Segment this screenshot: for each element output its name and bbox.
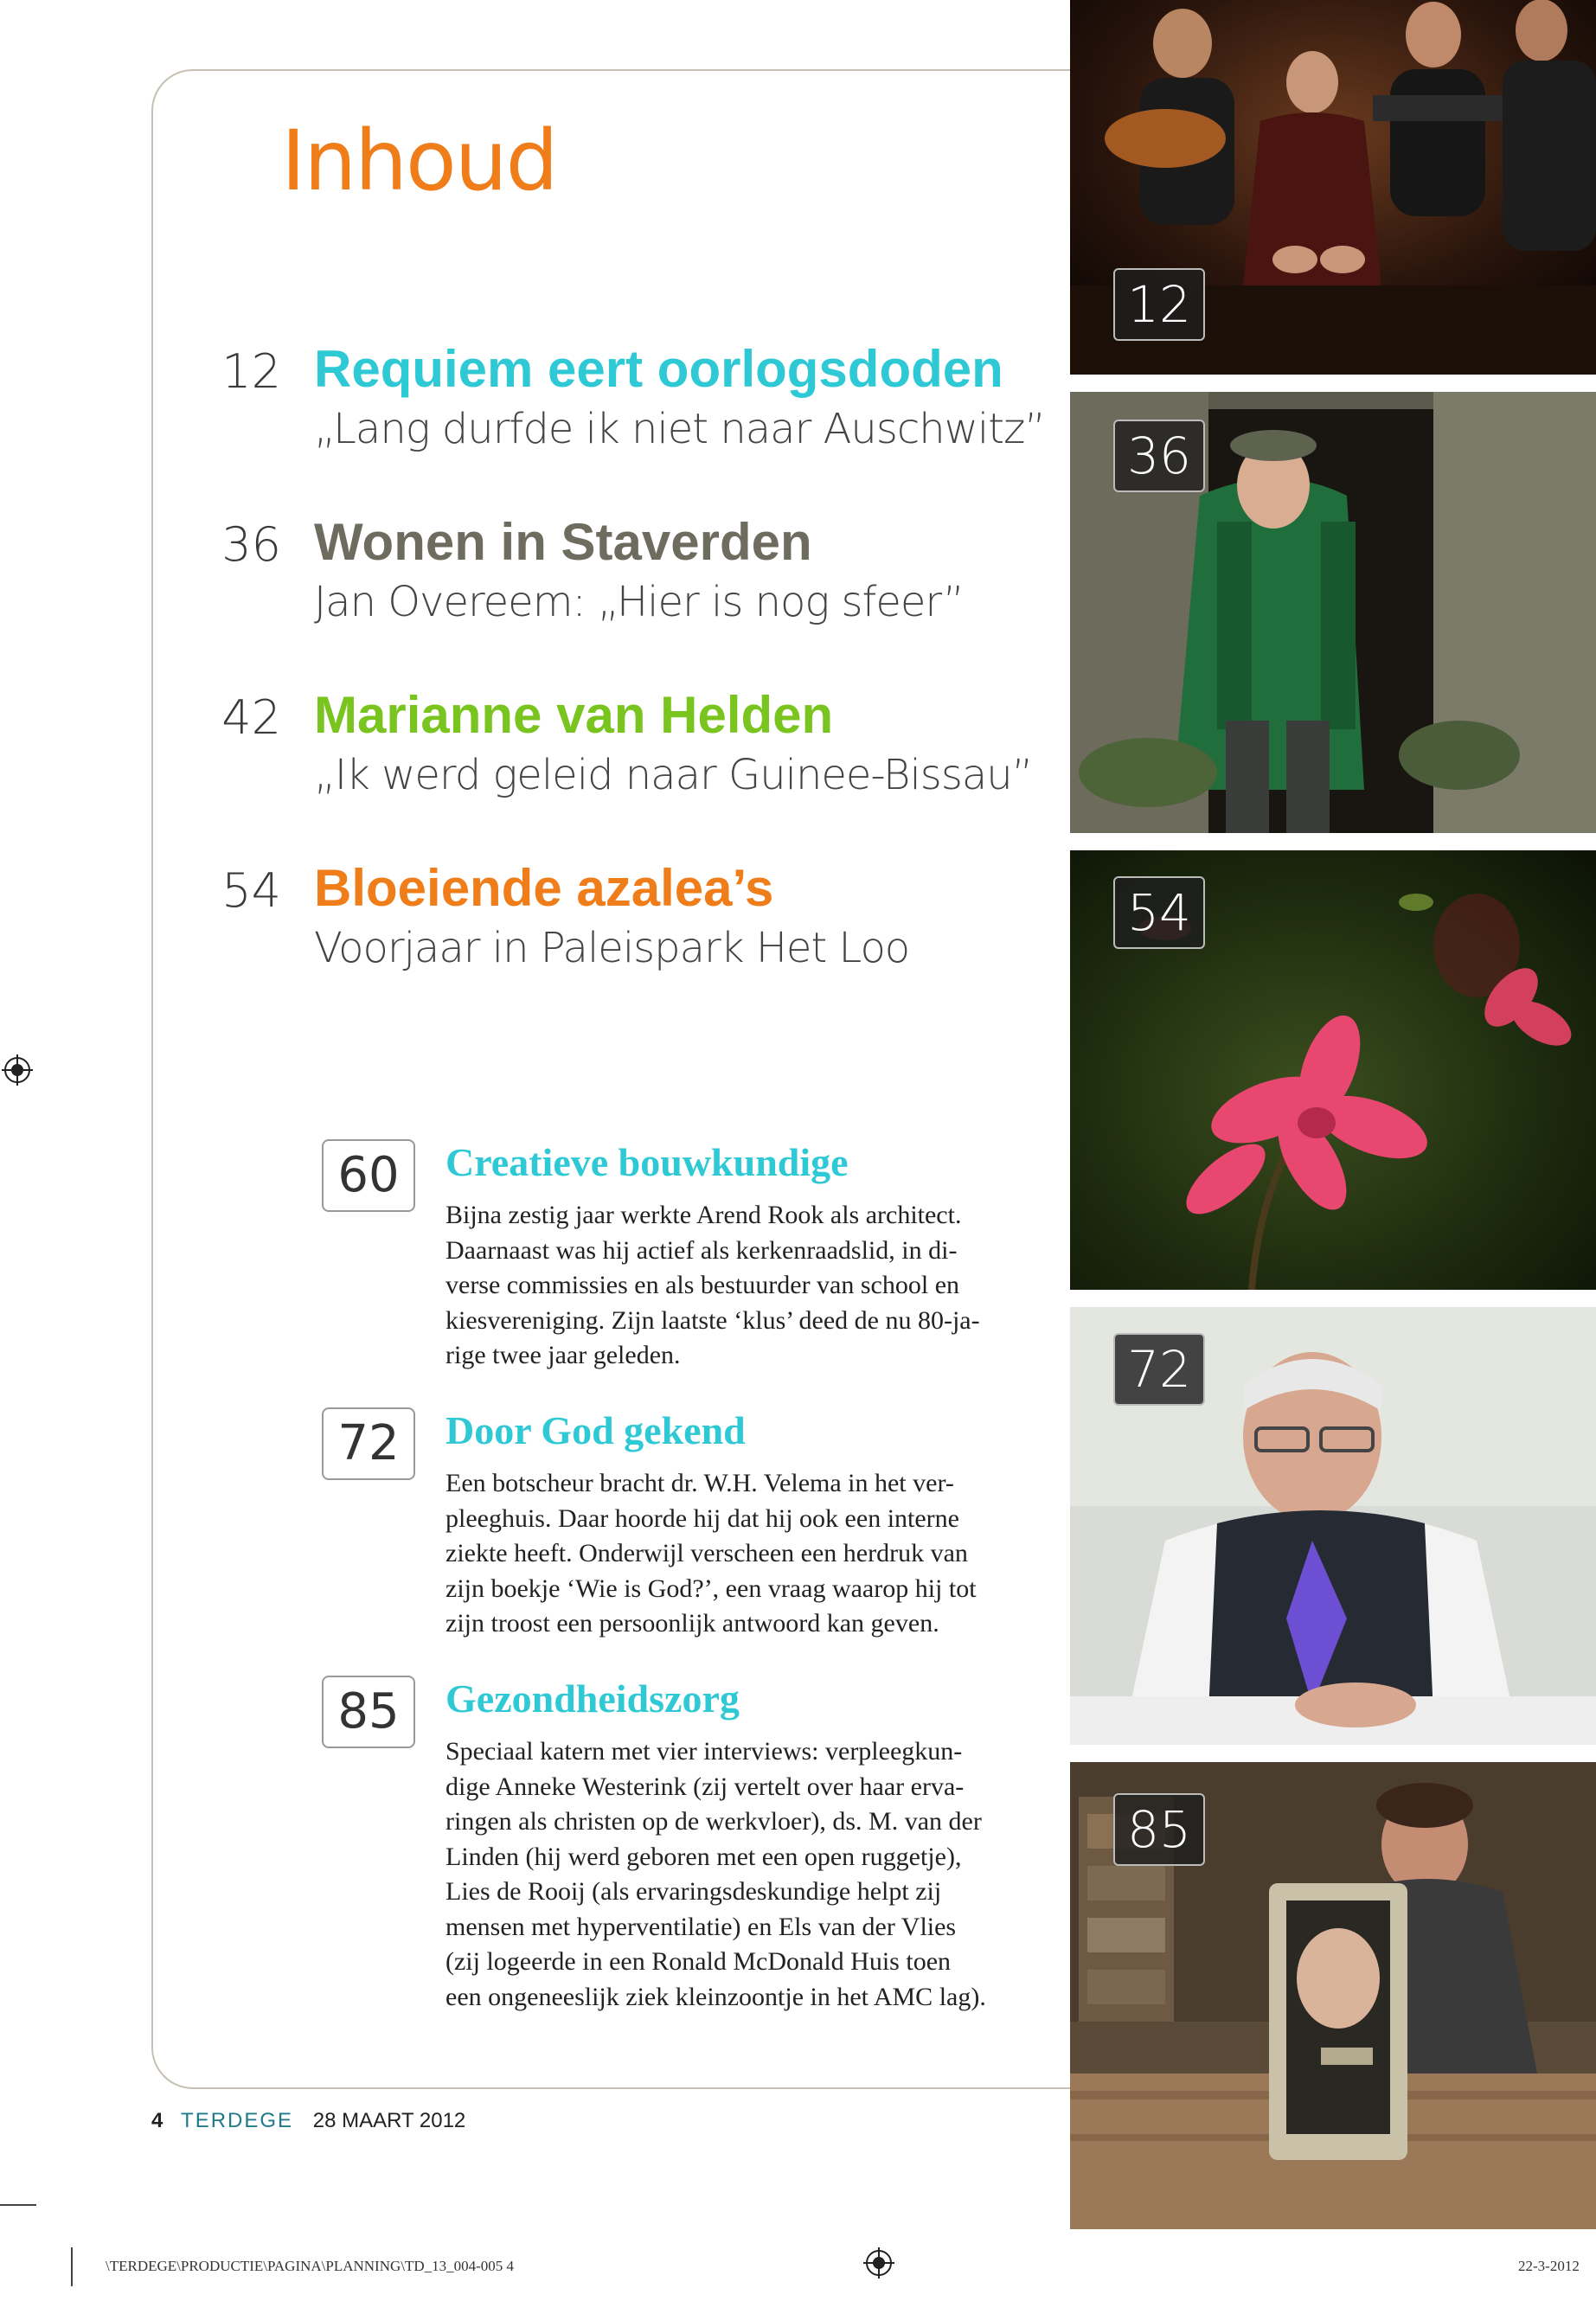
body-line: (zij logeerde in een Ronald McDonald Huis toen (445, 1947, 952, 1976)
registration-mark-icon (863, 2247, 894, 2279)
toc-subline: „Ik werd geleid naar Guinee-Bissau” (314, 751, 1033, 799)
body-line: Een botscheur bracht dr. W.H. Velema in het ver- (445, 1469, 954, 1497)
toc-headline: Door God gekend (445, 1408, 746, 1452)
toc-body (445, 1198, 1034, 1374)
print-slug-path: \TERDEGE\PRODUCTIE\PAGINA\PLANNING\TD_13_004-005 4 (106, 2258, 515, 2274)
azalea-flowers-photo[interactable] (1070, 850, 1596, 1290)
body-line: zijn boekje ‘Wie is God?’, een vraag waarop hij tot (445, 1574, 977, 1603)
man-in-green-jacket-photo[interactable] (1070, 392, 1596, 833)
crop-mark (71, 2247, 73, 2286)
body-line: Bijna zestig jaar werkte Arend Rook als architect. (445, 1201, 962, 1229)
page-title: Inhoud (281, 112, 557, 209)
body-line: rige twee jaar geleden. (445, 1341, 681, 1369)
registration-mark-icon (2, 1054, 33, 1086)
photo-page-badge: 54 (1113, 876, 1205, 949)
toc-subline: „Lang durfde ik niet naar Auschwitz” (314, 405, 1046, 453)
toc-page-box: 60 (322, 1139, 415, 1212)
band-musicians-photo[interactable] (1070, 0, 1596, 375)
body-line: een ongeneeslijk ziek kleinzoontje in het AMC lag). (445, 1982, 986, 2011)
body-line: Daarnaast was hij actief als kerkenraadslid, in di- (445, 1235, 958, 1265)
body-line: kiesvereniging. Zijn laatste ‘klus’ deed de nu 80-ja- (445, 1305, 980, 1335)
footer-page-number: 4 (151, 2109, 163, 2132)
body-line: ziekte heeft. Onderwijl verscheen een herdruk van (445, 1539, 968, 1567)
toc-body (445, 1734, 1034, 2015)
toc-headline: Requiem eert oorlogsdoden (314, 340, 1003, 398)
toc-subline: Jan Overeem: „Hier is nog sfeer” (314, 578, 965, 626)
toc-page-number: 12 (221, 344, 281, 399)
photo-page-badge: 12 (1113, 268, 1205, 341)
photo-page-badge: 36 (1113, 420, 1205, 492)
body-line: zijn troost een persoonlijk antwoord kan geven. (445, 1609, 939, 1638)
crop-mark (0, 2204, 36, 2206)
body-line: pleeghuis. Daar hoorde hij dat hij ook een interne (445, 1503, 959, 1533)
body-line: mensen met hyperventilatie) en Els van der Vlies (445, 1912, 957, 1941)
footer-magazine-name: TERDEGE (181, 2109, 294, 2132)
toc-page-number: 42 (221, 690, 281, 745)
photo-page-badge: 72 (1113, 1333, 1205, 1406)
toc-headline: Wonen in Staverden (314, 513, 812, 571)
toc-page-number: 36 (221, 517, 281, 572)
toc-headline: Marianne van Helden (314, 686, 834, 744)
toc-headline: Creatieve bouwkundige (445, 1140, 849, 1184)
body-line: Linden (hij werd geboren met een open ruggetje), (445, 1842, 962, 1871)
toc-headline: Gezondheidszorg (445, 1676, 740, 1721)
body-line: Speciaal katern met vier interviews: verpleegkun- (445, 1737, 963, 1766)
body-line: Lies de Rooij (als ervaringsdeskundige helpt zij (445, 1877, 942, 1906)
toc-page-number: 54 (221, 863, 281, 918)
toc-page-box: 72 (322, 1407, 415, 1480)
elderly-man-interview-photo[interactable] (1070, 1307, 1596, 1745)
footer-issue-date: 28 MAART 2012 (312, 2109, 466, 2132)
toc-page-box: 85 (322, 1676, 415, 1748)
body-line: dige Anneke Westerink (zij vertelt over haar erva- (445, 1772, 965, 1801)
toc-body (445, 1466, 1034, 1642)
page-footer (151, 2109, 465, 2133)
toc-subline: Voorjaar in Paleispark Het Loo (314, 924, 910, 972)
print-slug-date: 22-3-2012 (1518, 2258, 1580, 2274)
woman-with-baby-portrait-photo[interactable] (1070, 1762, 1596, 2229)
body-line: verse commissies en als bestuurder van school en (445, 1271, 960, 1299)
body-line: ringen als christen op de werkvloer), ds. M. van der (445, 1807, 982, 1836)
photo-page-badge: 85 (1113, 1793, 1205, 1866)
toc-headline: Bloeiende azalea’s (314, 859, 774, 917)
